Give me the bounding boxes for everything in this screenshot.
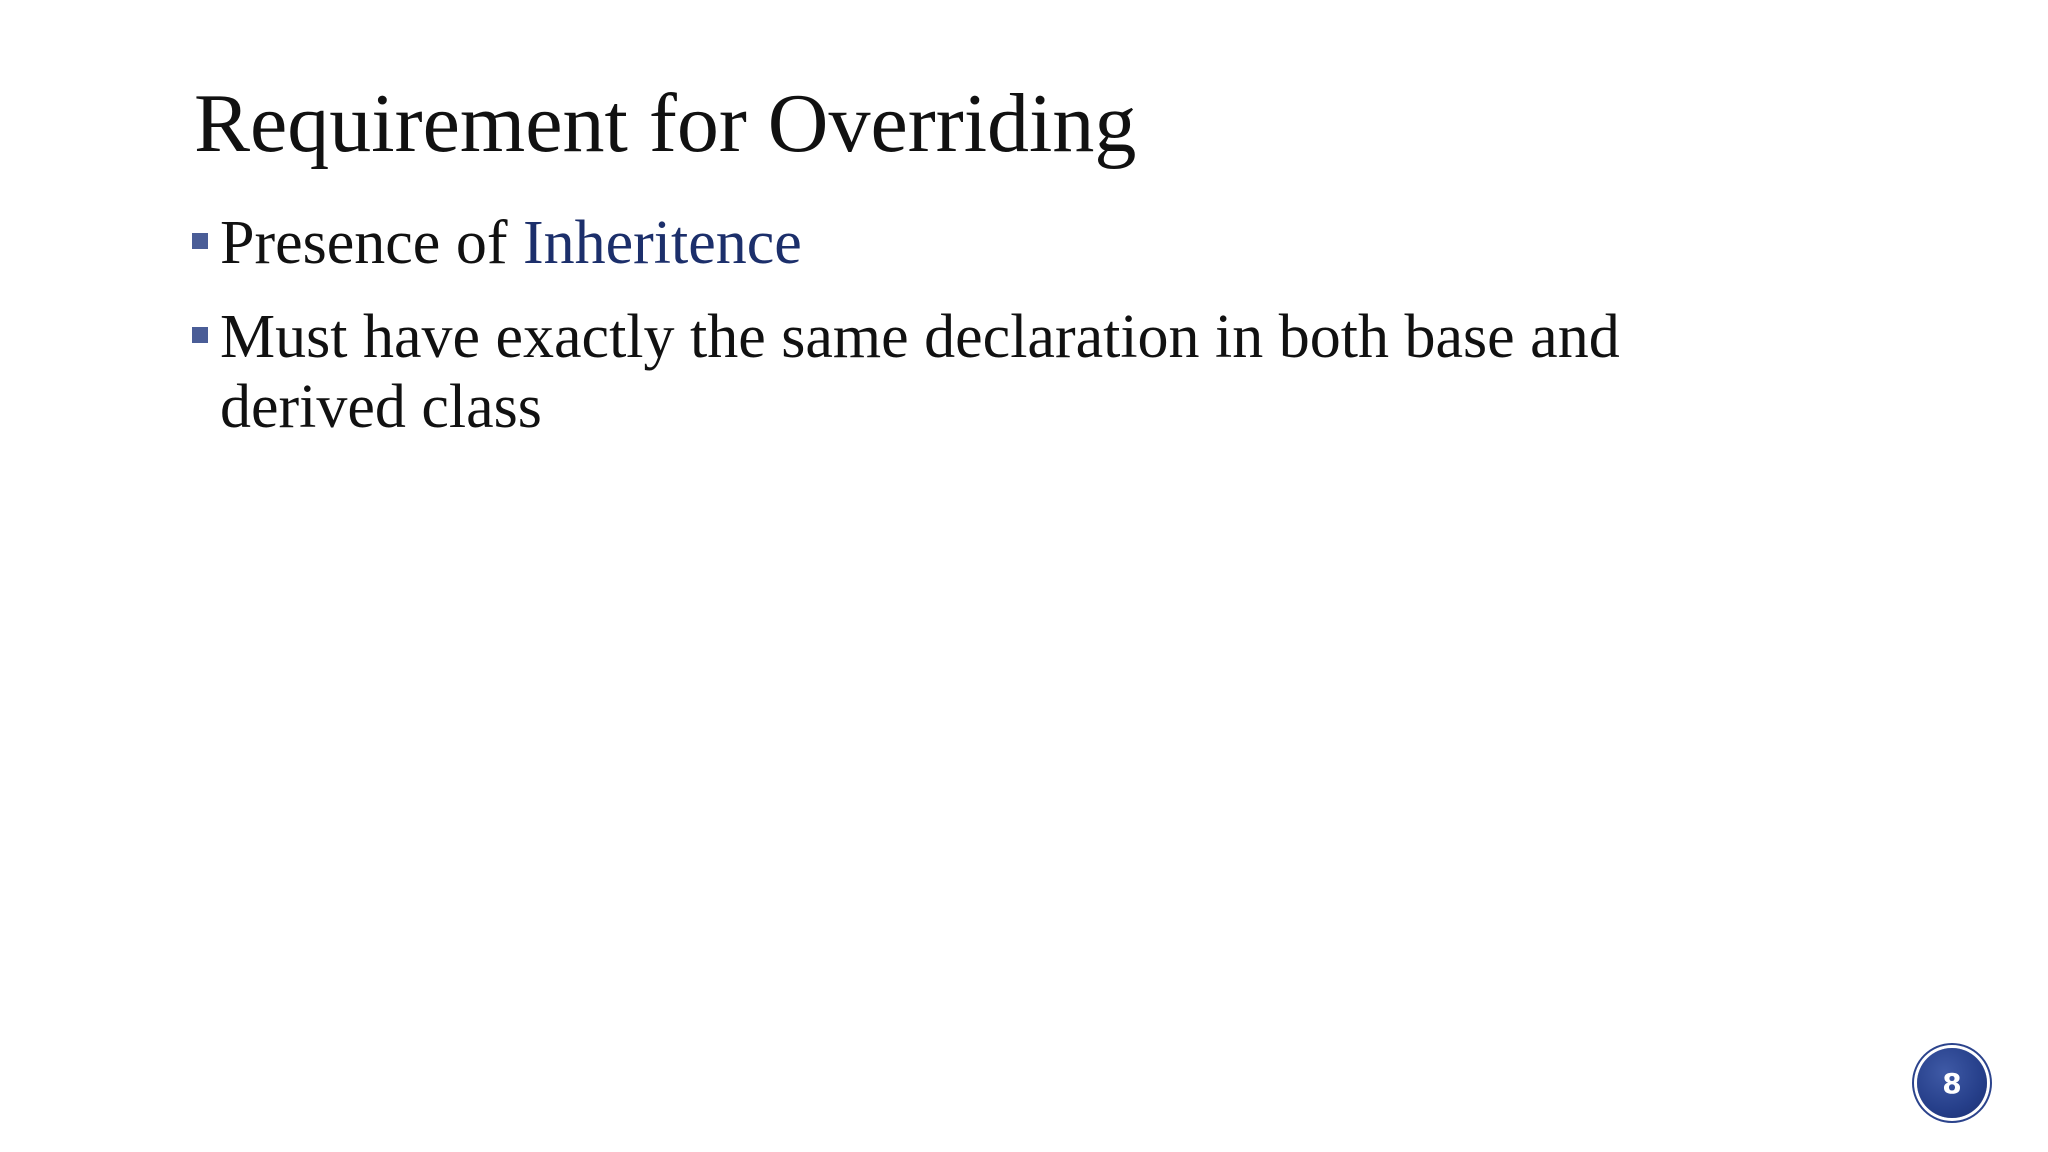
bullet-list [190,208,1750,466]
page-number: 8 [1942,1066,1962,1100]
page-number-badge [1917,1048,1987,1118]
square-bullet-icon [192,233,208,249]
bullet-accent-text: Inheritence [522,209,802,277]
square-bullet-icon [192,327,208,343]
bullet-text: Must have exactly the same declaration in both base and derived class [220,303,1620,441]
slide-title: Requirement for Overriding [194,77,1137,170]
bullet-text: Presence of [220,209,523,277]
bullet-item-inheritance [190,208,1750,278]
bullet-item-declaration [190,302,1750,442]
